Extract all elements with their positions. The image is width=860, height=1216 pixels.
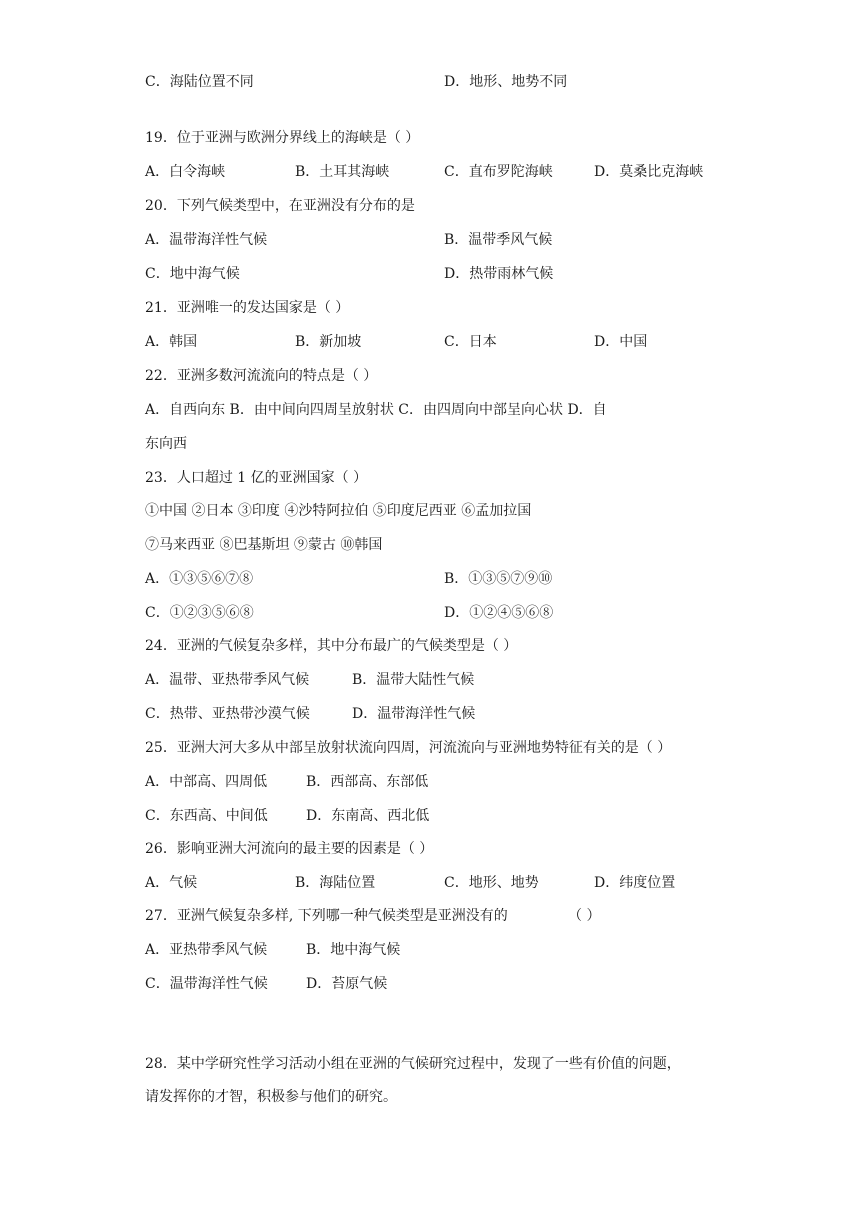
- q25-option-d: D．东南高、西北低: [306, 808, 430, 824]
- q20-option-a: A．温带海洋性气候: [145, 232, 268, 248]
- q26-option-c: C．地形、地势: [444, 875, 539, 891]
- q28-stem-line1: 28．某中学研究性学习活动小组在亚洲的气候研究过程中，发现了一些有价值的问题，: [145, 1056, 681, 1072]
- q23-stem: 23．人口超过 1 亿的亚洲国家（ ）: [145, 470, 368, 486]
- q23-option-b: B．①③⑤⑦⑨⑩: [444, 571, 553, 587]
- q23-option-c: C．①②③⑤⑥⑧: [145, 605, 254, 621]
- q21-option-a: A．韩国: [145, 334, 198, 350]
- q24-option-a: A．温带、亚热带季风气候: [145, 672, 310, 688]
- q21-stem: 21．亚洲唯一的发达国家是（ ）: [145, 300, 350, 316]
- q24-option-d: D．温带海洋性气候: [352, 706, 476, 722]
- q24-option-b: B．温带大陆性气候: [352, 672, 475, 688]
- q27-option-c: C．温带海洋性气候: [145, 976, 268, 992]
- q23-items-line2: ⑦马来西亚 ⑧巴基斯坦 ⑨蒙古 ⑩韩国: [145, 537, 383, 553]
- q21-option-b: B．新加坡: [295, 334, 362, 350]
- q26-stem: 26．影响亚洲大河流向的最主要的因素是（ ）: [145, 841, 434, 857]
- q24-stem: 24．亚洲的气候复杂多样，其中分布最广的气候类型是（ ）: [145, 638, 518, 654]
- q19-option-b: B．土耳其海峡: [295, 164, 390, 180]
- q23-items-line1: ①中国 ②日本 ③印度 ④沙特阿拉伯 ⑤印度尼西亚 ⑥孟加拉国: [145, 503, 532, 519]
- q27-option-b: B．地中海气候: [306, 942, 401, 958]
- q19-option-a: A．白令海峡: [145, 164, 226, 180]
- q22-stem: 22．亚洲多数河流流向的特点是（ ）: [145, 368, 378, 384]
- q18-option-d: D．地形、地势不同: [444, 74, 568, 90]
- q26-option-b: B．海陆位置: [295, 875, 376, 891]
- q28-stem-line2: 请发挥你的才智，积极参与他们的研究。: [145, 1089, 397, 1105]
- q27-option-d: D．苔原气候: [306, 976, 388, 992]
- q26-option-a: A．气候: [145, 875, 198, 891]
- q22-options-wrap: 东向西: [145, 436, 187, 452]
- q20-option-b: B．温带季风气候: [444, 232, 553, 248]
- q24-option-c: C．热带、亚热带沙漠气候: [145, 706, 310, 722]
- q18-option-c: C．海陆位置不同: [145, 74, 254, 90]
- q21-option-d: D．中国: [594, 334, 648, 350]
- q20-stem: 20．下列气候类型中，在亚洲没有分布的是: [145, 198, 415, 214]
- q27-option-a: A．亚热带季风气候: [145, 942, 268, 958]
- q19-option-d: D．莫桑比克海峡: [594, 164, 704, 180]
- q21-option-c: C．日本: [444, 334, 497, 350]
- q25-option-c: C．东西高、中间低: [145, 808, 268, 824]
- q26-option-d: D．纬度位置: [594, 875, 676, 891]
- q19-stem: 19．位于亚洲与欧洲分界线上的海峡是（ ）: [145, 130, 420, 146]
- q27-stem: 27．亚洲气候复杂多样, 下列哪一种气候类型是亚洲没有的: [145, 908, 508, 924]
- q19-option-c: C．直布罗陀海峡: [444, 164, 553, 180]
- q25-stem: 25．亚洲大河大多从中部呈放射状流向四周，河流流向与亚洲地势特征有关的是（ ）: [145, 740, 672, 756]
- q25-option-a: A．中部高、四周低: [145, 774, 268, 790]
- q25-option-b: B．西部高、东部低: [306, 774, 429, 790]
- q20-option-d: D．热带雨林气候: [444, 266, 554, 282]
- q27-answer-paren: （ ）: [568, 908, 601, 924]
- q20-option-c: C．地中海气候: [145, 266, 240, 282]
- q23-option-d: D．①②④⑤⑥⑧: [444, 605, 554, 621]
- q22-options-line: A．自西向东 B．由中间向四周呈放射状 C．由四周向中部呈向心状 D．自: [145, 402, 607, 418]
- q23-option-a: A．①③⑤⑥⑦⑧: [145, 571, 254, 587]
